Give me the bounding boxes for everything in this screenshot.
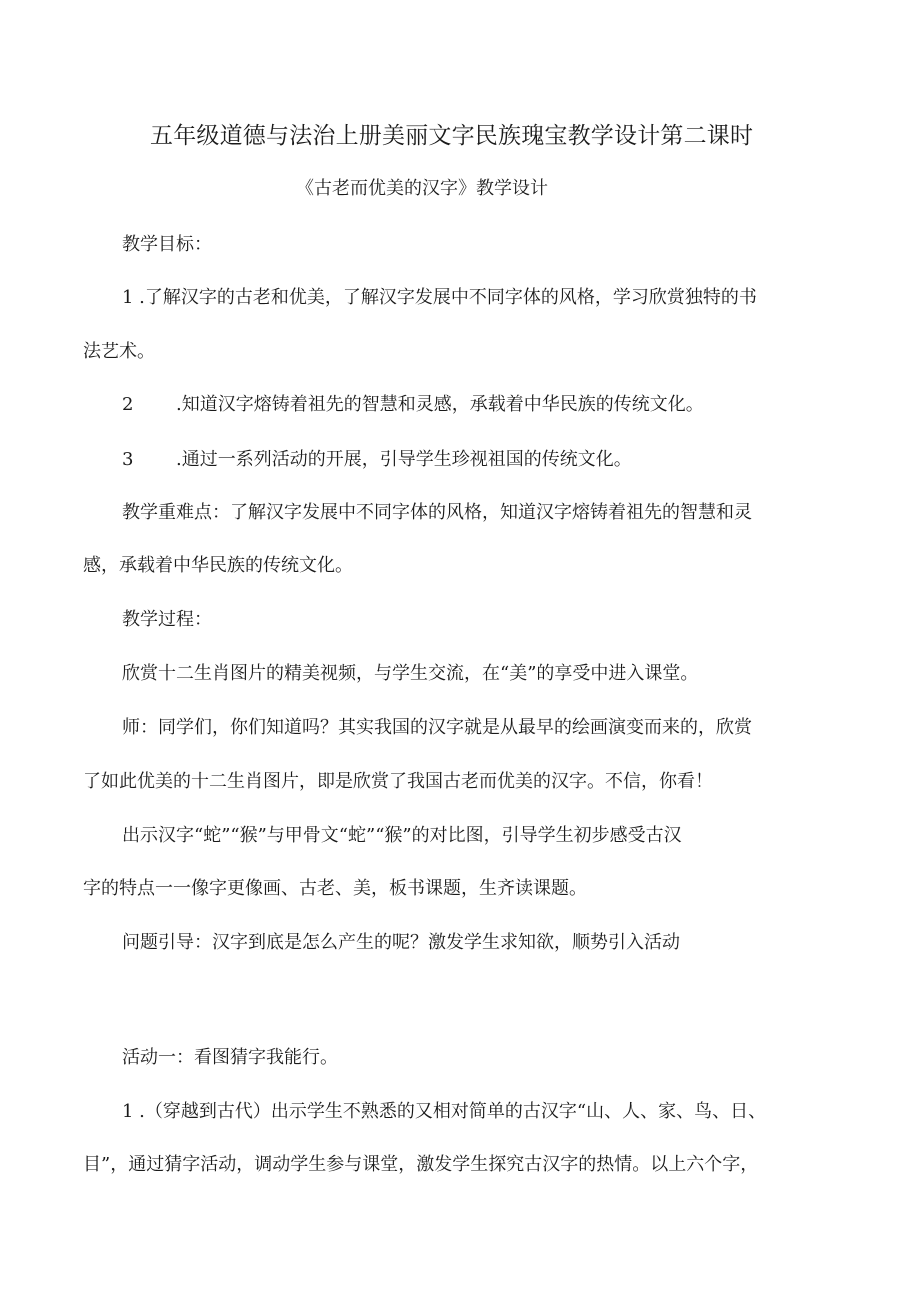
objective-1-line-2: 法艺术。 — [83, 341, 155, 362]
paragraph-video: 欣赏十二生肖图片的精美视频，与学生交流，在“美”的享受中进入课堂。 — [122, 663, 699, 684]
activity-1-item-1-line-2: 目”，通过猜字活动，调动学生参与课堂，激发学生探究古汉字的热情。以上六个字， — [83, 1154, 759, 1175]
process-heading: 教学过程： — [122, 609, 212, 630]
compare-line-2: 字的特点一一像字更像画、古老、美，板书课题，生齐读课题。 — [83, 878, 587, 899]
objectives-heading: 教学目标： — [122, 234, 212, 255]
activity-1-heading: 活动一：看图猜字我能行。 — [122, 1047, 338, 1068]
document-subtitle: 《古老而优美的汉字》教学设计 — [296, 178, 548, 199]
key-points-line-1: 教学重难点：了解汉字发展中不同字体的风格，知道汉字熔铸着祖先的智慧和灵 — [122, 502, 752, 523]
objective-2-number: 2 — [122, 394, 134, 415]
teacher-line-1: 师：同学们，你们知道吗？其实我国的汉字就是从最早的绘画演变而来的，欣赏 — [122, 717, 752, 738]
activity-1-item-1-line-1: 1 .（穿越到古代）出示学生不熟悉的又相对简单的古汉字“山、人、家、鸟、日、 — [122, 1101, 767, 1122]
objective-3-text: .通过一系列活动的开展，引导学生珍视祖国的传统文化。 — [176, 449, 632, 470]
objective-2-text: .知道汉字熔铸着祖先的智慧和灵感，承载着中华民族的传统文化。 — [176, 394, 704, 415]
key-points-line-2: 感，承载着中华民族的传统文化。 — [83, 555, 353, 576]
objective-3-number: 3 — [122, 449, 134, 470]
document-title: 五年级道德与法治上册美丽文字民族瑰宝教学设计第二课时 — [150, 123, 754, 149]
teacher-line-2: 了如此优美的十二生肖图片，即是欣赏了我国古老而优美的汉字。不信，你看！ — [83, 771, 713, 792]
objective-1-line-1: 1 .了解汉字的古老和优美，了解汉字发展中不同字体的风格，学习欣赏独特的书 — [122, 287, 757, 308]
question-guide: 问题引导：汉字到底是怎么产生的呢？激发学生求知欲，顺势引入活动 — [122, 932, 680, 953]
compare-line-1: 出示汉字“蛇”“猴”与甲骨文“蛇”“猴”的对比图，引导学生初步感受古汉 — [122, 825, 682, 846]
